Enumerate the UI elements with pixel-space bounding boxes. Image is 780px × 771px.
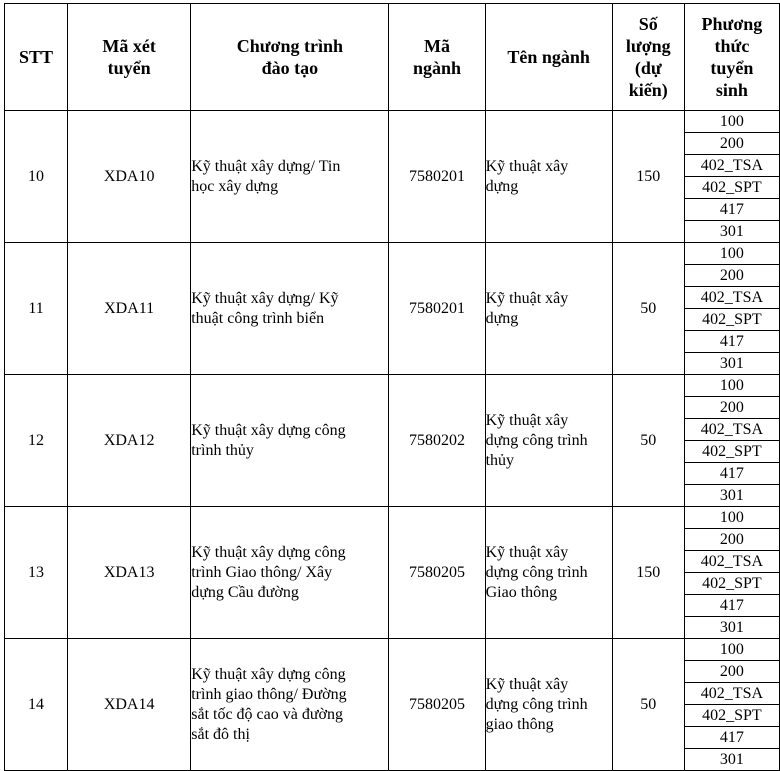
cell-so-luong — [612, 375, 684, 507]
method-item: 200 — [685, 264, 779, 286]
cell-chuong-trinh-line: sắt tốc độ cao và đường — [191, 705, 343, 723]
methods-list — [685, 243, 779, 374]
cell-chuong-trinh — [191, 507, 389, 639]
cell-ma-xet-tuyen-line: XDA10 — [103, 167, 155, 185]
method-item: 200 — [685, 660, 779, 682]
method-item: 100 — [719, 244, 744, 262]
table-row — [5, 375, 780, 507]
cell-stt-line: 10 — [28, 167, 45, 185]
cell-ten-nganh-line: dựng — [485, 177, 519, 195]
cell-chuong-trinh-line: thuật công trình biển — [191, 309, 325, 327]
cell-phuong-thuc — [684, 111, 779, 243]
cell-stt-line: 12 — [28, 431, 45, 449]
cell-chuong-trinh-line: trình giao thông/ Đường — [191, 685, 347, 703]
header-ten-nganh: Tên ngành — [485, 4, 612, 111]
cell-ten-nganh-line: Kỹ thuật xây — [485, 289, 569, 307]
cell-ten-nganh-line: Giao thông — [485, 583, 558, 601]
table-body — [5, 111, 780, 771]
cell-chuong-trinh-line: Kỹ thuật xây dựng/ Tin — [191, 157, 341, 175]
method-item: 417 — [685, 330, 779, 352]
cell-stt — [5, 111, 68, 243]
cell-stt — [5, 243, 68, 375]
cell-ma-nganh — [389, 243, 485, 375]
cell-stt-line: 13 — [28, 563, 45, 581]
header-chuong-trinh: Chương trình đào tạo — [191, 4, 389, 111]
cell-phuong-thuc — [684, 507, 779, 639]
cell-ma-nganh-line: 7580205 — [409, 695, 466, 713]
table-header-row — [5, 4, 780, 111]
method-item: 417 — [685, 726, 779, 748]
method-item: 417 — [685, 198, 779, 220]
cell-chuong-trinh-line: Kỹ thuật xây dựng/ Kỹ — [191, 289, 339, 307]
header-phuong-thuc: Phương thức tuyển sinh — [684, 4, 779, 111]
method-item: 301 — [685, 220, 779, 242]
cell-so-luong-line: 50 — [640, 299, 657, 317]
cell-ten-nganh-line: Kỹ thuật xây — [485, 157, 569, 175]
cell-ten-nganh — [485, 243, 612, 375]
cell-chuong-trinh — [191, 243, 389, 375]
cell-chuong-trinh-line: học xây dựng — [191, 177, 279, 195]
cell-ma-nganh — [389, 111, 485, 243]
table-row — [5, 243, 780, 375]
cell-chuong-trinh-line: Kỹ thuật xây dựng công — [191, 665, 346, 683]
cell-ten-nganh-line: Kỹ thuật xây — [485, 411, 569, 429]
method-item: 402_SPT — [685, 572, 779, 594]
cell-chuong-trinh — [191, 375, 389, 507]
cell-chuong-trinh-line: trình thủy — [191, 441, 254, 459]
method-item: 402_TSA — [685, 418, 779, 440]
table-row — [5, 111, 780, 243]
method-item: 100 — [719, 112, 744, 130]
cell-ma-nganh-line: 7580201 — [409, 167, 466, 185]
cell-ma-xet-tuyen — [68, 375, 191, 507]
table-row — [5, 507, 780, 639]
method-item: 402_SPT — [685, 308, 779, 330]
method-item: 301 — [685, 484, 779, 506]
cell-chuong-trinh — [191, 111, 389, 243]
cell-ten-nganh — [485, 111, 612, 243]
method-item: 402_SPT — [685, 440, 779, 462]
method-item: 200 — [685, 132, 779, 154]
cell-ten-nganh-line: giao thông — [485, 715, 554, 733]
cell-ma-xet-tuyen — [68, 507, 191, 639]
methods-list — [685, 507, 779, 638]
cell-chuong-trinh-line: trình Giao thông/ Xây — [191, 563, 333, 581]
cell-ma-nganh — [389, 507, 485, 639]
method-item: 417 — [685, 594, 779, 616]
cell-ma-nganh-line: 7580202 — [409, 431, 466, 449]
cell-ma-xet-tuyen — [68, 111, 191, 243]
method-item: 402_TSA — [685, 154, 779, 176]
cell-ten-nganh-line: Kỹ thuật xây — [485, 675, 569, 693]
cell-so-luong-line: 50 — [640, 695, 657, 713]
header-stt: STT — [5, 4, 68, 111]
method-item: 402_TSA — [685, 286, 779, 308]
methods-list — [685, 375, 779, 506]
cell-ten-nganh — [485, 375, 612, 507]
cell-ma-xet-tuyen-line: XDA13 — [103, 563, 155, 581]
cell-ma-nganh-line: 7580201 — [409, 299, 466, 317]
method-item: 301 — [685, 616, 779, 638]
cell-ma-xet-tuyen-line: XDA11 — [104, 299, 155, 317]
cell-so-luong — [612, 507, 684, 639]
cell-ten-nganh-line: dựng — [485, 309, 519, 327]
cell-chuong-trinh-line: sắt đô thị — [191, 725, 250, 743]
method-item: 100 — [719, 508, 744, 526]
admissions-table-container — [4, 3, 780, 771]
cell-so-luong-line: 150 — [636, 167, 661, 185]
cell-chuong-trinh-line: Kỹ thuật xây dựng công — [191, 543, 346, 561]
cell-ma-nganh-line: 7580205 — [409, 563, 466, 581]
method-item: 402_SPT — [685, 176, 779, 198]
header-ma-xet-tuyen: Mã xét tuyển — [68, 4, 191, 111]
method-item: 402_TSA — [685, 550, 779, 572]
cell-so-luong — [612, 111, 684, 243]
cell-ten-nganh-line: dựng công trình — [485, 563, 588, 581]
methods-list — [685, 639, 779, 770]
header-so-luong: Số lượng (dự kiến) — [612, 4, 684, 111]
method-item: 417 — [685, 462, 779, 484]
method-item: 200 — [685, 528, 779, 550]
cell-stt — [5, 375, 68, 507]
cell-stt — [5, 507, 68, 639]
cell-stt-line: 14 — [28, 695, 45, 713]
cell-ma-xet-tuyen-line: XDA14 — [103, 695, 155, 713]
cell-ten-nganh-line: dựng công trình — [485, 431, 588, 449]
method-item: 402_TSA — [685, 682, 779, 704]
cell-phuong-thuc — [684, 243, 779, 375]
method-item: 200 — [685, 396, 779, 418]
cell-so-luong-line: 50 — [640, 431, 657, 449]
method-item: 402_SPT — [685, 704, 779, 726]
method-item: 301 — [685, 748, 779, 770]
cell-ten-nganh-line: dựng công trình — [485, 695, 588, 713]
method-item: 301 — [685, 352, 779, 374]
cell-so-luong-line: 150 — [636, 563, 661, 581]
cell-ma-xet-tuyen — [68, 243, 191, 375]
header-ma-nganh: Mã ngành — [389, 4, 485, 111]
cell-ten-nganh — [485, 507, 612, 639]
cell-stt-line: 11 — [28, 299, 44, 317]
cell-ma-nganh — [389, 375, 485, 507]
admissions-table — [4, 3, 780, 771]
cell-ten-nganh-line: thủy — [485, 451, 515, 469]
cell-chuong-trinh-line: dựng Cầu đường — [191, 583, 299, 601]
method-item: 100 — [719, 640, 744, 658]
cell-so-luong — [612, 243, 684, 375]
cell-chuong-trinh-line: Kỹ thuật xây dựng công — [191, 421, 346, 439]
methods-list — [685, 111, 779, 242]
cell-ma-xet-tuyen-line: XDA12 — [103, 431, 155, 449]
method-item: 100 — [719, 376, 744, 394]
cell-phuong-thuc — [684, 375, 779, 507]
cell-ten-nganh-line: Kỹ thuật xây — [485, 543, 569, 561]
